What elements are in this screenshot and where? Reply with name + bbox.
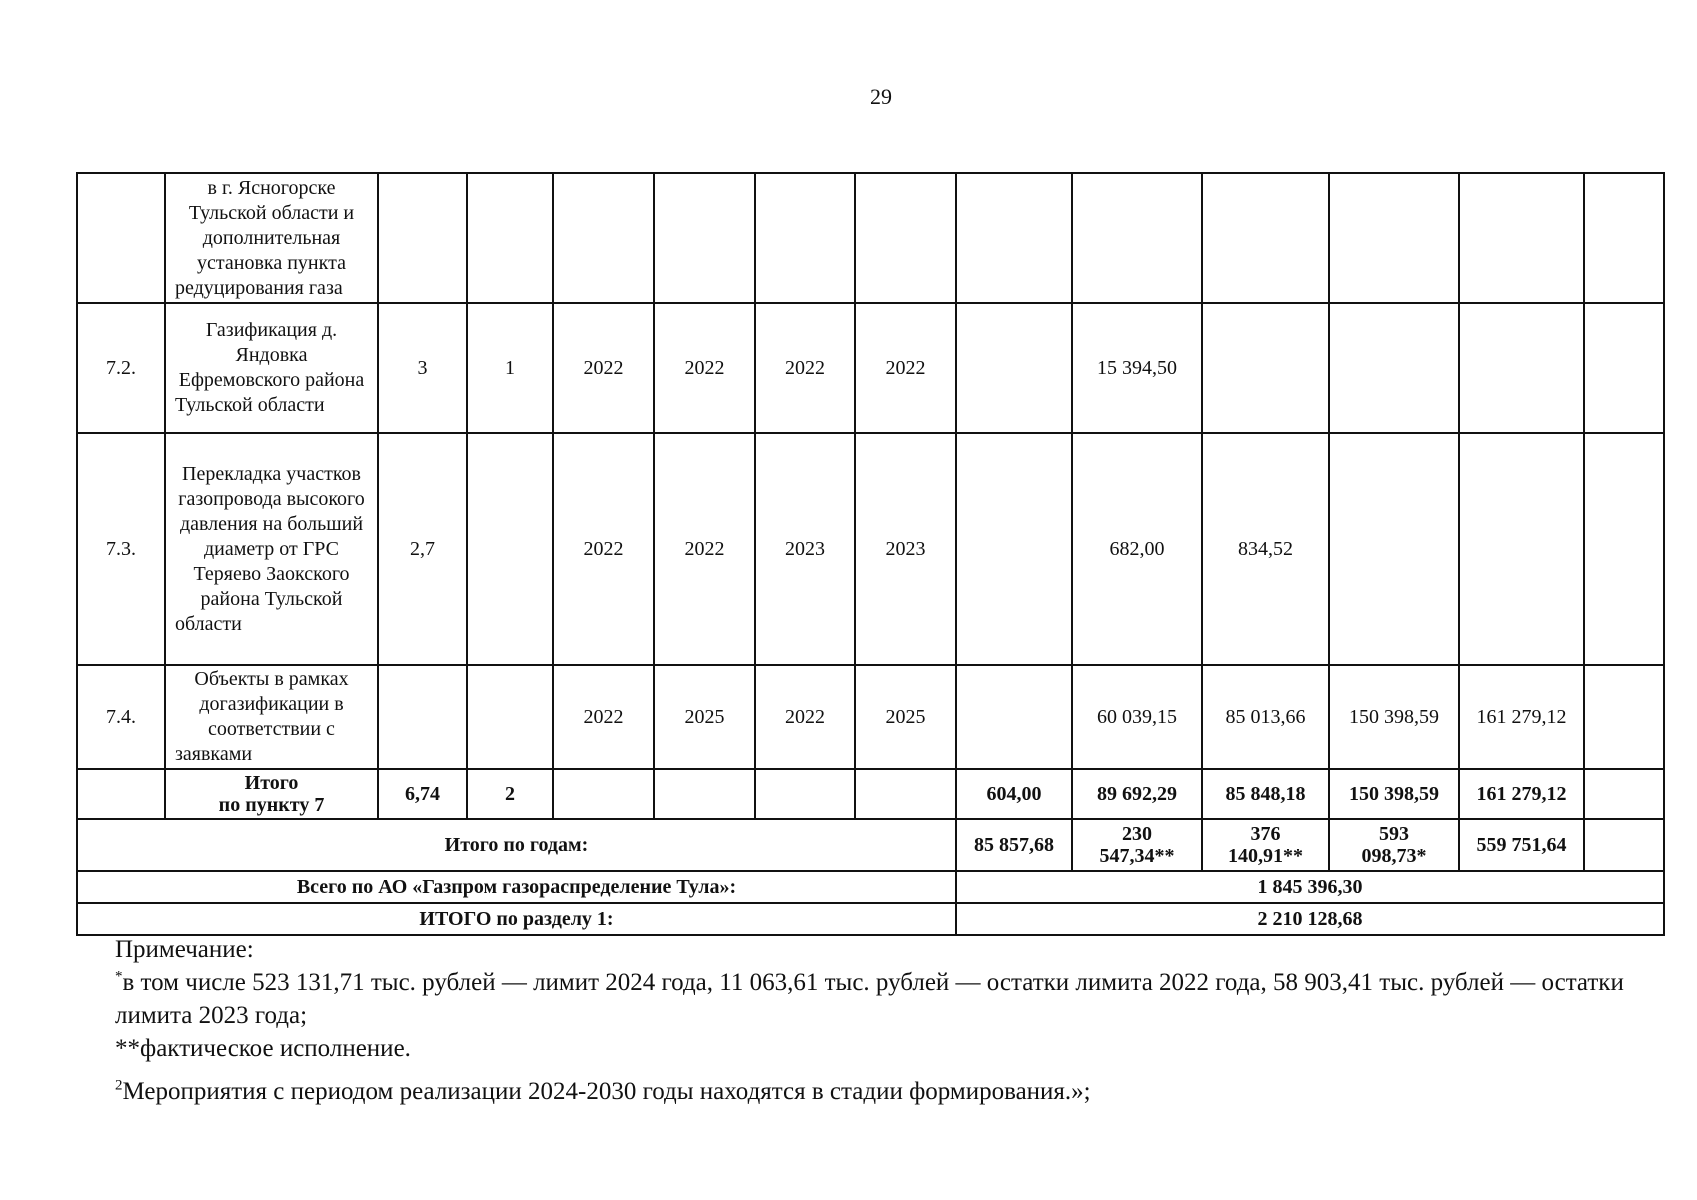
value-cell: 2022 xyxy=(755,665,855,769)
value-cell xyxy=(956,433,1072,665)
item-number-cell: 7.2. xyxy=(77,303,165,433)
value-cell xyxy=(956,665,1072,769)
value-cell: 2022 xyxy=(855,303,956,433)
value-cell: 2023 xyxy=(755,433,855,665)
subtotal-cell: 161 279,12 xyxy=(1459,769,1584,819)
table-row xyxy=(77,665,1664,769)
subtotal-cell xyxy=(755,769,855,819)
value-cell: 161 279,12 xyxy=(1459,665,1584,769)
item-number-cell: 7.4. xyxy=(77,665,165,769)
by-years-cell xyxy=(1072,819,1202,871)
by-years-label: Итого по годам: xyxy=(77,819,956,871)
note-title: Примечание: xyxy=(115,936,254,963)
value-cell xyxy=(755,173,855,303)
by-years-cell xyxy=(1202,819,1329,871)
value-cell xyxy=(1584,665,1664,769)
table-row xyxy=(77,433,1664,665)
value-cell: 3 xyxy=(378,303,467,433)
by-years-value-line1: 376 xyxy=(1250,823,1281,845)
table-row xyxy=(77,173,1664,303)
item-name-cell: Перекладка участков газопровода высокого давления на больший диаметр от ГРС Теряево Заокского района Тульской области xyxy=(165,433,378,665)
by-years-value: 85 857,68 xyxy=(974,834,1054,856)
by-years-value-line2: 140,91** xyxy=(1228,845,1303,867)
value-cell xyxy=(956,173,1072,303)
value-cell: 2022 xyxy=(553,665,654,769)
subtotal-cell: 85 848,18 xyxy=(1202,769,1329,819)
item-number-cell xyxy=(77,173,165,303)
by-years-cell xyxy=(1329,819,1459,871)
value-cell: 2023 xyxy=(855,433,956,665)
subtotal-label-line1: Итого xyxy=(244,772,299,794)
value-cell xyxy=(1202,173,1329,303)
by-years-value-line2: 547,34** xyxy=(1099,845,1175,867)
by-years-row xyxy=(77,819,1664,871)
value-cell xyxy=(553,173,654,303)
value-cell: 2025 xyxy=(855,665,956,769)
value-cell xyxy=(956,303,1072,433)
subtotal-id-cell xyxy=(77,769,165,819)
investment-table xyxy=(76,172,1665,936)
item-name-cell: Объекты в рамках догазификации в соответствии с заявками xyxy=(165,665,378,769)
subtotal-cell: 604,00 xyxy=(956,769,1072,819)
footnote-text: Мероприятия с периодом реализации 2024-2030 годы находятся в стадии формирования.»; xyxy=(122,1078,1091,1105)
total-company-row xyxy=(77,871,1664,903)
value-cell: 834,52 xyxy=(1202,433,1329,665)
value-cell xyxy=(378,665,467,769)
subtotal-row xyxy=(77,769,1664,819)
footnote xyxy=(115,1075,1635,1108)
by-years-value-line1: 230 xyxy=(1122,823,1152,845)
subtotal-cell xyxy=(1584,769,1664,819)
subtotal-cell xyxy=(855,769,956,819)
value-cell: 2025 xyxy=(654,665,755,769)
value-cell: 2022 xyxy=(755,303,855,433)
value-cell xyxy=(1202,303,1329,433)
total-section-value: 2 210 128,68 xyxy=(956,903,1664,935)
value-cell: 2022 xyxy=(553,303,654,433)
value-cell xyxy=(467,433,553,665)
value-cell: 682,00 xyxy=(1072,433,1202,665)
item-name-cell: Газификация д. Яндовка Ефремовского района Тульской области xyxy=(165,303,378,433)
value-cell: 2022 xyxy=(654,303,755,433)
note-star-text: в том числе 523 131,71 тыс. рублей — лимит 2024 года, 11 063,61 тыс. рублей — остатки лимита 2022 года, 58 903,41 тыс. рублей — остатки лимита 2023 года; xyxy=(115,969,1624,1029)
subtotal-cell xyxy=(654,769,755,819)
value-cell xyxy=(1329,303,1459,433)
value-cell xyxy=(1329,433,1459,665)
note-double-star: **фактическое исполнение. xyxy=(115,1035,411,1062)
subtotal-cell: 2 xyxy=(467,769,553,819)
value-cell: 2022 xyxy=(654,433,755,665)
value-cell xyxy=(855,173,956,303)
value-cell: 2022 xyxy=(553,433,654,665)
star-mark: * xyxy=(115,968,123,985)
note-star xyxy=(115,966,1635,1032)
value-cell: 15 394,50 xyxy=(1072,303,1202,433)
value-cell xyxy=(378,173,467,303)
subtotal-cell: 89 692,29 xyxy=(1072,769,1202,819)
value-cell: 150 398,59 xyxy=(1329,665,1459,769)
by-years-cell xyxy=(956,819,1072,871)
by-years-cell xyxy=(1459,819,1584,871)
subtotal-cell xyxy=(553,769,654,819)
subtotal-label-line2: по пункту 7 xyxy=(218,794,325,816)
value-cell xyxy=(1584,303,1664,433)
total-company-label: Всего по АО «Газпром газораспределение Тула»: xyxy=(77,871,956,903)
value-cell xyxy=(1459,303,1584,433)
total-company-value: 1 845 396,30 xyxy=(956,871,1664,903)
value-cell: 1 xyxy=(467,303,553,433)
value-cell xyxy=(1072,173,1202,303)
subtotal-cell: 6,74 xyxy=(378,769,467,819)
value-cell: 2,7 xyxy=(378,433,467,665)
value-cell xyxy=(467,173,553,303)
value-cell xyxy=(467,665,553,769)
footnote-mark: 2 xyxy=(115,1077,123,1094)
by-years-cell xyxy=(1584,819,1664,871)
value-cell xyxy=(1459,433,1584,665)
table-row xyxy=(77,303,1664,433)
by-years-value: 559 751,64 xyxy=(1476,833,1567,856)
by-years-value-line1: 593 xyxy=(1379,823,1409,845)
table-body xyxy=(77,173,1664,935)
value-cell xyxy=(654,173,755,303)
item-number-cell: 7.3. xyxy=(77,433,165,665)
value-cell xyxy=(1459,173,1584,303)
value-cell: 85 013,66 xyxy=(1202,665,1329,769)
item-name-cell: в г. Ясногорске Тульской области и дополнительная установка пункта редуцирования газа xyxy=(165,173,378,303)
subtotal-label-cell xyxy=(165,769,378,819)
subtotal-cell: 150 398,59 xyxy=(1329,769,1459,819)
page-number: 29 xyxy=(870,84,892,109)
by-years-value-line2: 098,73* xyxy=(1361,845,1427,867)
value-cell xyxy=(1584,173,1664,303)
total-section-row xyxy=(77,903,1664,935)
value-cell xyxy=(1329,173,1459,303)
value-cell xyxy=(1584,433,1664,665)
value-cell: 60 039,15 xyxy=(1072,665,1202,769)
total-section-label: ИТОГО по разделу 1: xyxy=(77,903,956,935)
